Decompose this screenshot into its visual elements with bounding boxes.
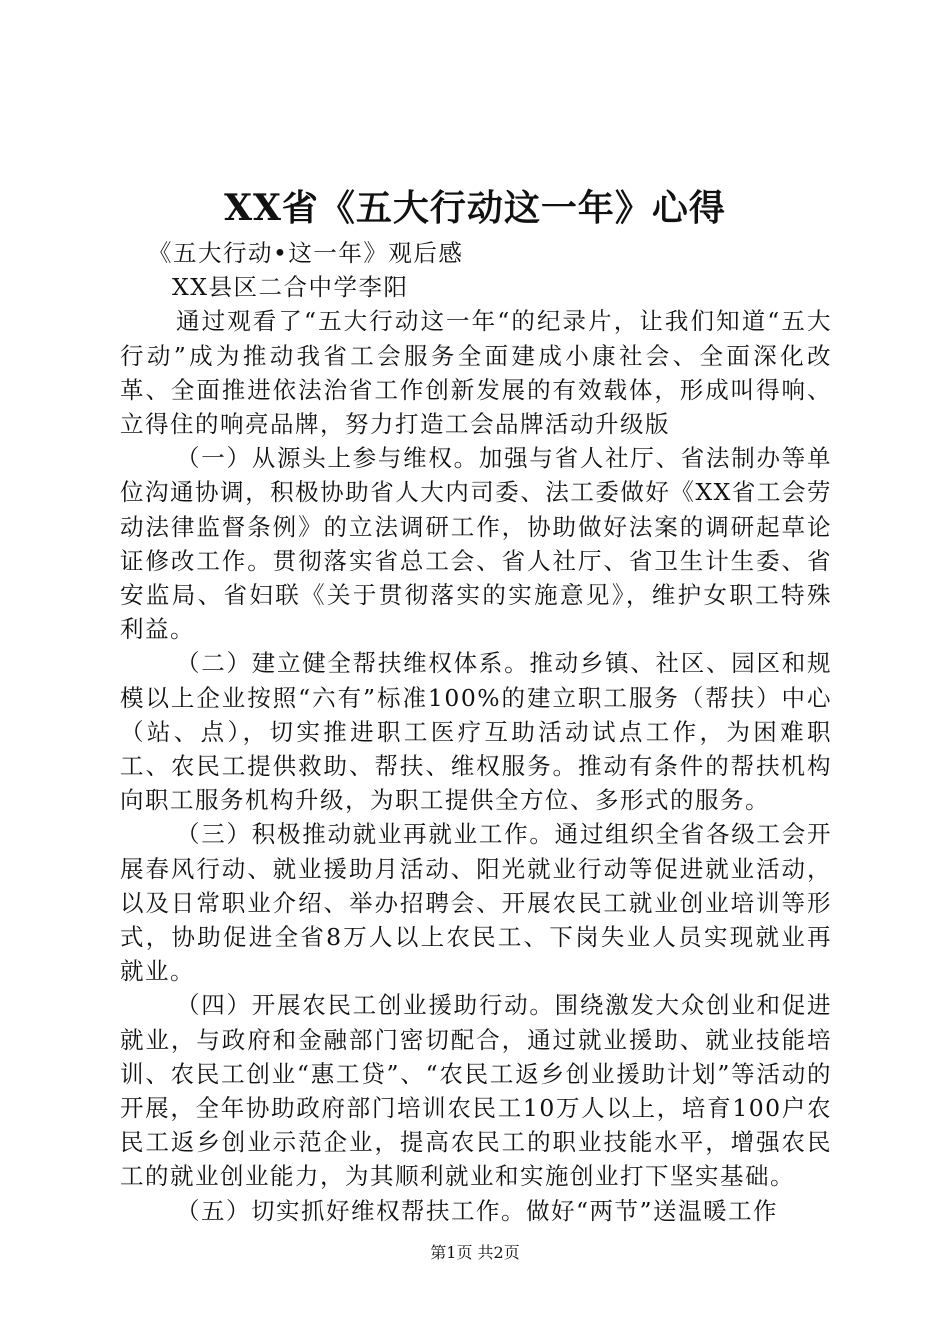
document-subtitle: 《五大行动•这一年》观后感 (148, 239, 464, 267)
page-number-footer: 第1页 共2页 (430, 1243, 520, 1262)
document-body (120, 236, 832, 1228)
document-author: XX县区二合中学李阳 (172, 273, 409, 302)
paragraph-section-4: （四）开展农民工创业援助行动。围绕激发大众创业和促进就业，与政府和金融部门密切配合，通过就业援助、就业技能培训、农民工创业“惠工贷”、“农民工返乡创业援助计划”等活动的开展，全年协助政府部门培训农民工10万人以上，培育100户农民工返乡创业示范企业，提高农民工的职业技能水平，增强农民工的就业创业能力，为其顺利就业和实施创业打下坚实基础。 (120, 991, 832, 1191)
paragraph-section-1: （一）从源头上参与维权。加强与省人社厅、省法制办等单位沟通协调，积极协助省人大内司委、法工委做好《XX省工会劳动法律监督条例》的立法调研工作，协助做好法案的调研起草论证修改工作。贯彻落实省总工会、省人社厅、省卫生计生委、省安监局、省妇联《关于贯彻落实的实施意见》，维护女职工特殊利益。 (120, 444, 832, 644)
paragraph-section-5: （五）切实抓好维权帮扶工作。做好“两节”送温暖工作 (176, 1196, 779, 1225)
paragraph-section-3: （三）积极推动就业再就业工作。通过组织全省各级工会开展春风行动、就业援助月活动、阳光就业行动等促进就业活动，以及日常职业介绍、举办招聘会、开展农民工就业创业培训等形式，协助促进全省8万人以上农民工、下岗失业人员实现就业再就业。 (120, 820, 832, 986)
document-title: XX省《五大行动这一年》心得 (224, 187, 726, 229)
paragraph-intro: 通过观看了“五大行动这一年“的纪录片，让我们知道“五大行动”成为推动我省工会服务全面建成小康社会、全面深化改革、全面推进依法治省工作创新发展的有效载体，形成叫得响、立得住的响亮品牌，努力打造工会品牌活动升级版 (120, 307, 832, 439)
paragraph-section-2: （二）建立健全帮扶维权体系。推动乡镇、社区、园区和规模以上企业按照“六有”标准100%的建立职工服务（帮扶）中心（站、点），切实推进职工医疗互助活动试点工作，为困难职工、农民工提供救助、帮扶、维权服务。推动有条件的帮扶机构向职工服务机构升级，为职工提供全方位、多形式的服务。 (120, 649, 832, 815)
